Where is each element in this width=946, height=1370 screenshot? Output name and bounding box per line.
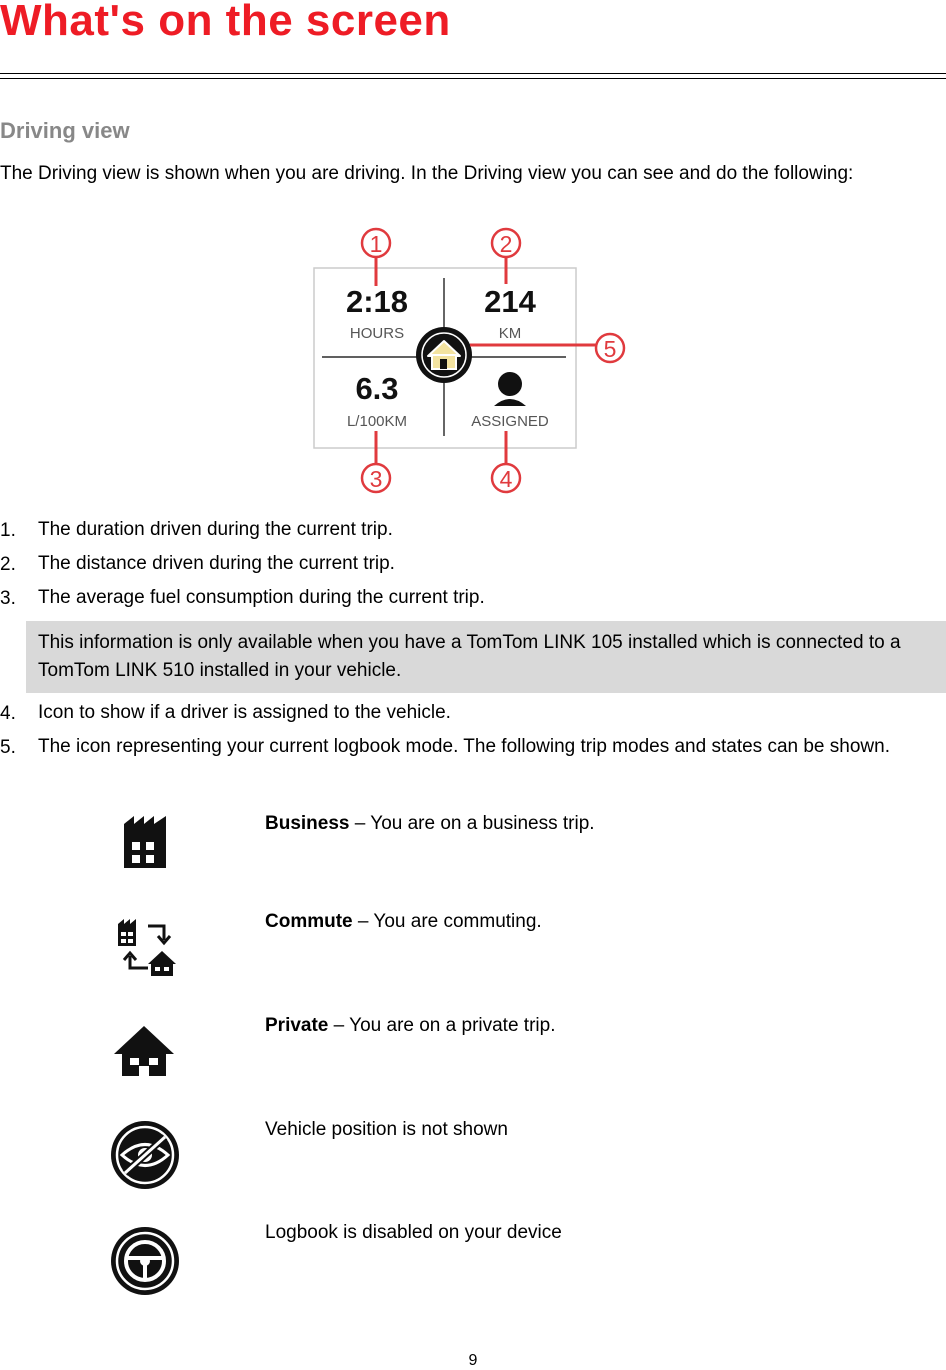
logbook-mode-button[interactable] bbox=[416, 327, 472, 383]
driving-view-figure bbox=[310, 226, 640, 498]
distance-value: 214 bbox=[484, 284, 536, 319]
driver-status-label: ASSIGNED bbox=[471, 413, 549, 430]
svg-text:3: 3 bbox=[369, 466, 383, 492]
svg-text:5: 5 bbox=[603, 336, 617, 362]
logbook-disabled-icon bbox=[108, 1224, 182, 1298]
mode-business-description: Business – You are on a business trip. bbox=[265, 813, 595, 834]
title-divider-secondary bbox=[0, 78, 946, 79]
callout-marker-5 bbox=[596, 334, 624, 362]
position-hidden-icon bbox=[108, 1118, 182, 1192]
list-item: Icon to show if a driver is assigned to the vehicle. bbox=[38, 702, 451, 723]
intro-paragraph: The Driving view is shown when you are driving. In the Driving view you can see and do the following: bbox=[0, 163, 854, 184]
callout-marker-2 bbox=[492, 229, 520, 257]
list-item: The average fuel consumption during the current trip. bbox=[38, 587, 485, 608]
svg-text:1: 1 bbox=[369, 231, 383, 257]
page-number: 9 bbox=[468, 1352, 478, 1369]
distance-unit: KM bbox=[498, 325, 522, 342]
duration-value: 2:18 bbox=[345, 284, 409, 319]
list-item-number: 2. bbox=[0, 554, 16, 575]
list-item: The distance driven during the current trip. bbox=[38, 553, 395, 574]
list-item-number: 1. bbox=[0, 520, 16, 541]
fuel-value: 6.3 bbox=[355, 371, 399, 406]
title-divider bbox=[0, 73, 946, 74]
callout-marker-4 bbox=[492, 464, 520, 492]
list-item-number: 3. bbox=[0, 588, 16, 609]
fuel-unit: L/100KM bbox=[346, 413, 408, 430]
svg-text:2: 2 bbox=[499, 231, 513, 257]
list-item: The icon representing your current logbook mode. The following trip modes and states can be shown. bbox=[38, 736, 890, 757]
mode-private-description: Private – You are on a private trip. bbox=[265, 1015, 556, 1036]
commute-icon bbox=[108, 912, 183, 980]
page-title: What's on the screen bbox=[0, 0, 451, 45]
list-item-number: 5. bbox=[0, 737, 16, 758]
section-heading: Driving view bbox=[0, 118, 130, 143]
mode-position-hidden-description: Vehicle position is not shown bbox=[265, 1119, 508, 1140]
mode-commute-description: Commute – You are commuting. bbox=[265, 911, 542, 932]
callout-marker-3 bbox=[362, 464, 390, 492]
duration-unit: HOURS bbox=[349, 325, 405, 342]
mode-logbook-disabled-description: Logbook is disabled on your device bbox=[265, 1222, 562, 1243]
svg-text:4: 4 bbox=[499, 466, 513, 492]
business-icon bbox=[108, 812, 178, 872]
info-note-text: This information is only available when you have a TomTom LINK 105 installed which is connected to a TomTom LINK 510 installed in your vehicle. bbox=[38, 632, 901, 681]
list-item: The duration driven during the current trip. bbox=[38, 519, 393, 540]
callout-marker-1 bbox=[362, 229, 390, 257]
list-item-number: 4. bbox=[0, 703, 16, 724]
info-note bbox=[26, 621, 946, 693]
private-icon bbox=[108, 1022, 178, 1080]
